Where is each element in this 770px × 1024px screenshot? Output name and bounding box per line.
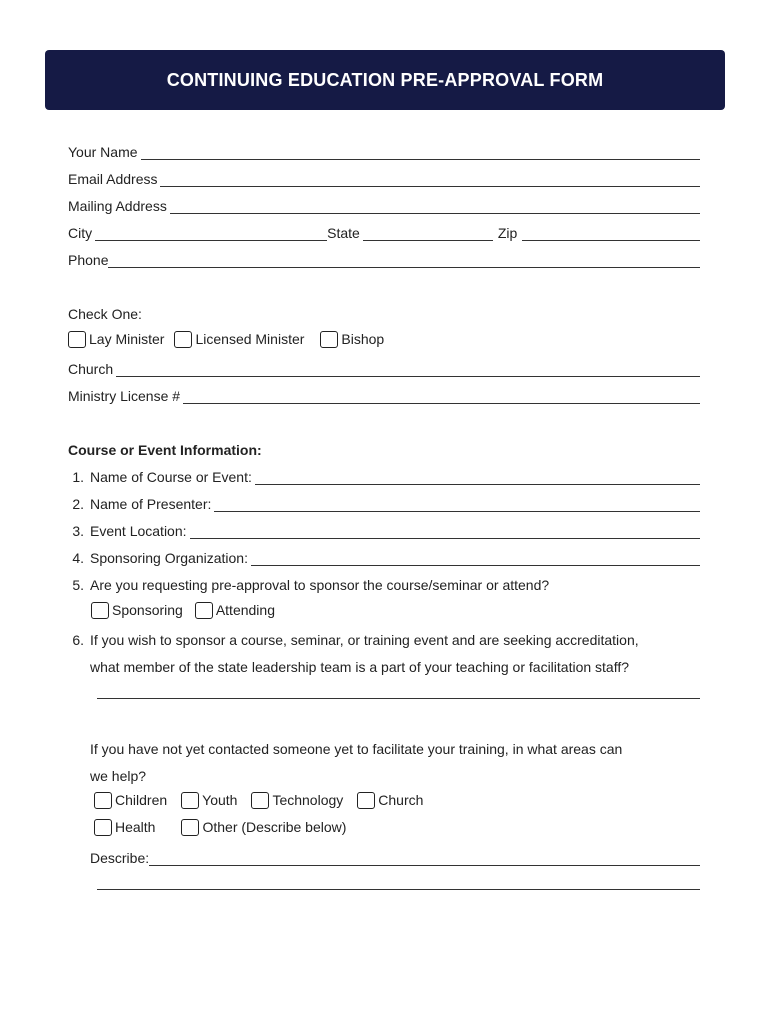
checkbox-label: Licensed Minister	[195, 331, 305, 347]
q5-checkbox-row	[91, 599, 275, 621]
city-state-zip-row	[68, 221, 700, 241]
state-label: State	[327, 225, 360, 241]
checkbox-health[interactable]	[94, 819, 155, 836]
mailing-input-line[interactable]	[170, 199, 700, 214]
church-field-row	[68, 357, 700, 377]
course-item-3	[62, 519, 700, 539]
course-item-5	[62, 573, 700, 593]
help-text-row1	[90, 737, 720, 757]
checkbox-technology[interactable]	[251, 792, 343, 809]
checkbox-label: Lay Minister	[89, 331, 165, 347]
organization-input-line[interactable]	[251, 551, 700, 566]
describe-input-line[interactable]	[149, 851, 700, 866]
checkbox-box[interactable]	[181, 819, 199, 836]
course-heading: Course or Event Information:	[68, 442, 262, 458]
help-text-row2	[90, 764, 390, 784]
license-field-row	[68, 384, 700, 404]
q6-question-line2: what member of the state leadership team is a part of your teaching or facilitation staff?	[90, 659, 630, 675]
q5-question: Are you requesting pre-approval to sponsor the course/seminar or attend?	[90, 577, 550, 593]
checkbox-label: Sponsoring	[112, 602, 183, 618]
checkbox-label: Church	[378, 792, 424, 808]
city-input-line[interactable]	[95, 226, 327, 241]
checkbox-label: Bishop	[341, 331, 385, 347]
checkbox-box[interactable]	[94, 819, 112, 836]
checkbox-lay-minister[interactable]	[68, 331, 164, 348]
describe-field-row	[90, 846, 700, 866]
license-label: Ministry License #	[68, 388, 181, 404]
zip-input-line[interactable]	[522, 226, 700, 241]
phone-label: Phone	[68, 252, 109, 268]
mailing-label: Mailing Address	[68, 198, 167, 214]
checkbox-bishop[interactable]	[320, 331, 384, 348]
item-label: Event Location:	[90, 523, 187, 539]
state-input-line[interactable]	[363, 226, 493, 241]
presenter-input-line[interactable]	[214, 497, 700, 512]
checkbox-children[interactable]	[94, 792, 167, 809]
check-one-label: Check One:	[68, 306, 142, 322]
name-label: Your Name	[68, 144, 138, 160]
course-item-1	[62, 465, 700, 485]
q6-question-line1: If you wish to sponsor a course, seminar, or training event and are seeking accreditation,	[90, 632, 639, 648]
describe-input-line-2[interactable]	[97, 888, 700, 890]
phone-input-line[interactable]	[108, 253, 700, 268]
checkbox-label: Youth	[202, 792, 238, 808]
item-number: 4.	[72, 550, 84, 566]
checkbox-label: Technology	[272, 792, 344, 808]
checkbox-box[interactable]	[174, 331, 192, 348]
email-field-row	[68, 167, 700, 187]
item-number: 2.	[72, 496, 84, 512]
staff-answer-line[interactable]	[97, 697, 700, 699]
item-number: 5.	[72, 577, 84, 593]
checkbox-label: Health	[115, 819, 156, 835]
help-checkbox-row1	[94, 789, 423, 811]
course-item-2	[62, 492, 700, 512]
course-item-6	[62, 628, 722, 648]
help-question-line1: If you have not yet contacted someone yet to facilitate your training, in what areas can	[90, 741, 623, 757]
checkbox-licensed-minister[interactable]	[174, 331, 304, 348]
course-item-4	[62, 546, 700, 566]
checkbox-box[interactable]	[320, 331, 338, 348]
item-label: Name of Presenter:	[90, 496, 212, 512]
item-label: Sponsoring Organization:	[90, 550, 248, 566]
church-input-line[interactable]	[116, 362, 700, 377]
checkbox-church[interactable]	[357, 792, 423, 809]
checkbox-label: Attending	[215, 602, 275, 618]
form-title: CONTINUING EDUCATION PRE-APPROVAL FORM	[166, 69, 604, 90]
checkbox-box[interactable]	[357, 792, 375, 809]
zip-label: Zip	[497, 225, 518, 241]
item-label: Name of Course or Event:	[90, 469, 252, 485]
checkbox-box[interactable]	[94, 792, 112, 809]
name-input-line[interactable]	[141, 145, 700, 160]
checkbox-label: Children	[115, 792, 168, 808]
phone-field-row	[68, 248, 700, 268]
city-label: City	[68, 225, 93, 241]
check-one-row	[68, 302, 368, 322]
checkbox-box[interactable]	[91, 602, 109, 619]
course-name-input-line[interactable]	[255, 470, 700, 485]
checkbox-box[interactable]	[181, 792, 199, 809]
form-header-banner	[45, 50, 725, 110]
email-label: Email Address	[68, 171, 158, 187]
help-question-line2: we help?	[90, 768, 147, 784]
checkbox-attending[interactable]	[195, 602, 275, 619]
checkbox-other[interactable]	[181, 819, 346, 836]
item-number: 3.	[72, 523, 84, 539]
course-heading-row	[68, 438, 468, 458]
checkbox-box[interactable]	[251, 792, 269, 809]
checkbox-youth[interactable]	[181, 792, 237, 809]
name-field-row	[68, 140, 700, 160]
describe-label: Describe:	[90, 850, 150, 866]
church-label: Church	[68, 361, 114, 377]
location-input-line[interactable]	[190, 524, 700, 539]
role-checkbox-row	[68, 328, 384, 350]
help-checkbox-row2	[94, 816, 346, 838]
checkbox-label: Other (Describe below)	[202, 819, 347, 835]
item-number: 6.	[72, 632, 84, 648]
q6-line2-row	[90, 655, 720, 675]
email-input-line[interactable]	[160, 172, 700, 187]
item-number: 1.	[72, 469, 84, 485]
mailing-field-row	[68, 194, 700, 214]
checkbox-box[interactable]	[68, 331, 86, 348]
checkbox-sponsoring[interactable]	[91, 602, 183, 619]
checkbox-box[interactable]	[195, 602, 213, 619]
license-input-line[interactable]	[183, 389, 700, 404]
